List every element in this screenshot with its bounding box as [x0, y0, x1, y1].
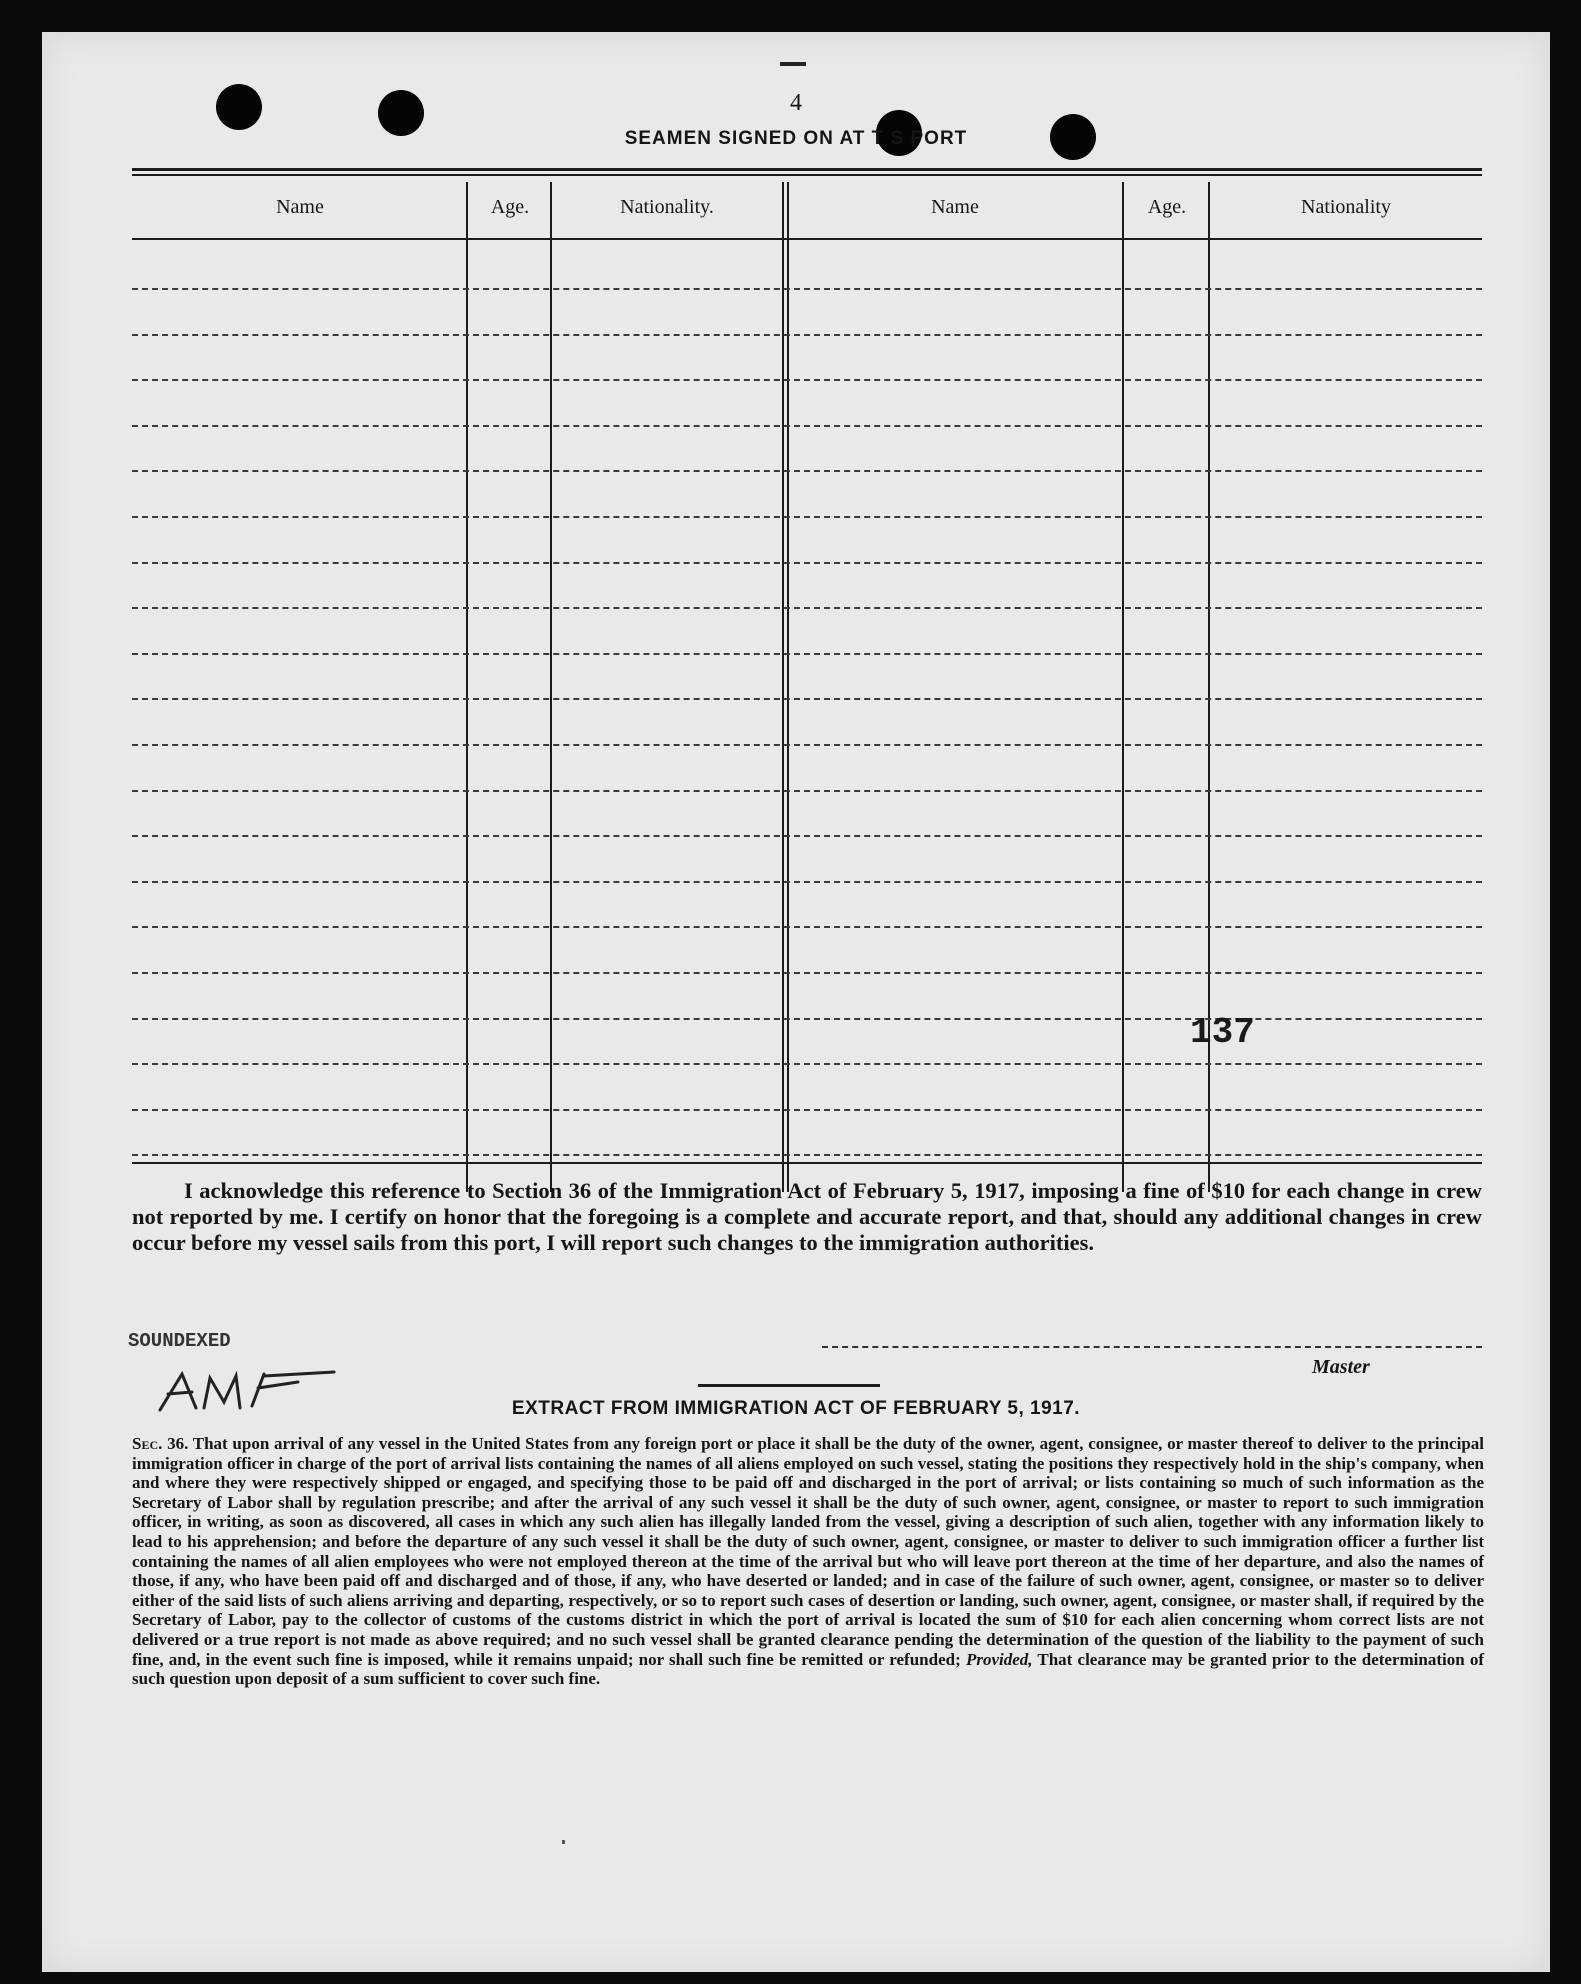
column-header-name: Name	[931, 196, 979, 218]
blank-entry-row	[132, 470, 1482, 472]
blank-entry-row	[132, 1109, 1482, 1111]
soundexed-stamp: SOUNDEXED	[128, 1330, 231, 1352]
blank-entry-row	[132, 1154, 1482, 1156]
blank-entry-row	[132, 607, 1482, 609]
blank-entry-row	[132, 1018, 1482, 1020]
column-header-rule	[132, 238, 1482, 240]
blank-entry-row	[132, 653, 1482, 655]
column-header-age: Age.	[490, 196, 530, 218]
column-header-age: Age.	[1147, 196, 1187, 218]
paper-mark	[562, 1840, 565, 1844]
section-label: Sec. 36.	[132, 1434, 189, 1453]
table-bottom-rule	[132, 1162, 1482, 1164]
master-label: Master	[1312, 1356, 1370, 1378]
section-text: That upon arrival of any vessel in the United States from any foreign port or place it shall be the duty of the owner, agent, consignee, or master thereof to deliver to the principal immigration officer in charge of the port of arrival lists containing the names of all aliens employed on such vessel, stating the positions they respectively hold in the ship's company, when and where they were respectively shipped or engaged, and specifying those to be paid off and discharged in the port of arrival; or lists containing so much of such information as the Secretary of Labor shall by regulation prescribe; and after the arrival of any such vessel it shall be the duty of such owner, agent, consignee, or master to report to such immigration officer, in writing, as soon as discovered, all cases in which any such alien has illegally landed from the vessel, giving a description of such alien, together with any information likely to lead to his apprehension; and before the departure of any such vessel it shall be the duty of such owner, agent, consignee, or master to deliver to such immigration officer a further list containing the names of all alien employees who were not employed thereon at the time of the arrival but who will leave port thereon at the time of her departure, and also the names of those, if any, who have been paid off and discharged and of those, if any, who have deserted or landed; and in case of the failure of such owner, agent, consignee, or master so to deliver either of the said lists of such aliens arriving and departing, respectively, or so to report such cases of desertion or landing, such owner, agent, consignee, or master shall, if required by the Secretary of Labor, pay to the collector of customs of the customs district in which the port of arrival is located the sum of $10 for each alien concerning whom correct lists are not delivered or a true report is not made as above required; and no such vessel shall be granted clearance pending the determination of the question of the liability to the payment of such fine, and, in the event such fine is imposed, while it remains unpaid; nor shall such fine be remitted or refunded;	[132, 1434, 1484, 1669]
master-signature-line	[822, 1346, 1482, 1348]
extract-separator	[698, 1384, 880, 1387]
blank-entry-row	[132, 926, 1482, 928]
blank-entry-row	[132, 516, 1482, 518]
extract-section-36	[132, 1434, 1484, 1689]
header-mark	[780, 62, 806, 66]
blank-entry-row	[132, 1063, 1482, 1065]
provided-word: Provided,	[965, 1649, 1033, 1669]
blank-entry-row	[132, 334, 1482, 336]
page-number: 4	[790, 90, 802, 116]
blank-entry-row	[132, 698, 1482, 700]
section-title: SEAMEN SIGNED ON AT T S PORT	[624, 128, 968, 149]
blank-entry-row	[132, 379, 1482, 381]
header-rule	[132, 168, 1482, 171]
blank-entry-row	[132, 790, 1482, 792]
blank-entry-row	[132, 972, 1482, 974]
acknowledgement-text: I acknowledge this reference to Section 36 of the Immigration Act of February 5, 1917, imposing a fine of $10 for each change in crew not reported by me. I certify on honor that the foregoing is a complete and accurate report, and that, should any additional changes in crew occur before my vessel sails from this port, I will report such changes to the immigration authorities.	[132, 1178, 1482, 1255]
stamped-sequence-number: 137	[1190, 1012, 1255, 1053]
document-page	[42, 32, 1550, 1972]
blank-entry-row	[132, 744, 1482, 746]
blank-entry-row	[132, 835, 1482, 837]
blank-entry-row	[132, 881, 1482, 883]
blank-entry-row	[132, 562, 1482, 564]
column-header-nationality: Nationality.	[620, 196, 714, 218]
extract-title: EXTRACT FROM IMMIGRATION ACT OF FEBRUARY 5, 1917.	[511, 1398, 1081, 1419]
blank-entry-row	[132, 288, 1482, 290]
section-text-end: That clearance may be granted prior to the determination of such question upon deposit of a sum sufficient to cover such fine.	[132, 1649, 1485, 1689]
header-rule	[132, 174, 1482, 176]
blank-entry-row	[132, 425, 1482, 427]
column-header-nationality: Nationality	[1301, 196, 1391, 218]
column-header-name: Name	[276, 196, 324, 218]
